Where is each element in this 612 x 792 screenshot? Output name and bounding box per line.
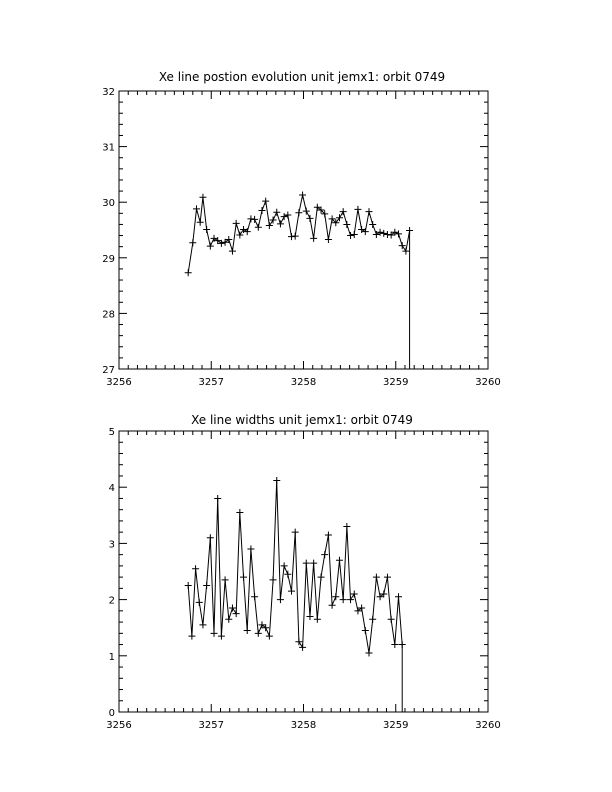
- data-point-marker: [310, 235, 317, 242]
- data-point-marker: [207, 243, 214, 250]
- y-tick-label: 31: [102, 142, 115, 154]
- data-point-marker: [292, 233, 299, 240]
- data-point-marker: [222, 576, 229, 583]
- data-point-marker: [295, 638, 302, 645]
- data-point-marker: [306, 613, 313, 620]
- data-point-marker: [229, 248, 236, 255]
- data-point-marker: [203, 582, 210, 589]
- data-point-marker: [281, 213, 288, 220]
- data-point-marker: [266, 222, 273, 229]
- data-point-marker: [299, 191, 306, 198]
- data-point-marker: [251, 593, 258, 600]
- chart-title: Xe line postion evolution unit jemx1: orbit 0749: [158, 70, 446, 84]
- x-tick-label: 3260: [475, 720, 501, 731]
- data-point-marker: [332, 593, 339, 600]
- data-point-marker: [192, 565, 199, 572]
- data-point-marker: [270, 216, 277, 223]
- data-point-marker: [262, 198, 269, 205]
- x-tick-label: 3258: [290, 377, 317, 388]
- data-point-marker: [351, 590, 358, 597]
- y-tick-label: 32: [102, 87, 115, 98]
- y-tick-label: 30: [102, 198, 115, 210]
- data-point-marker: [314, 616, 321, 623]
- data-point-marker: [380, 230, 387, 237]
- data-point-marker: [236, 509, 243, 516]
- y-tick-label: 4: [108, 483, 115, 495]
- data-point-marker: [273, 477, 280, 484]
- data-point-marker: [369, 221, 376, 228]
- data-point-marker: [207, 534, 214, 541]
- data-point-marker: [354, 206, 361, 213]
- data-point-marker: [295, 209, 302, 216]
- y-tick-label: 1: [108, 651, 115, 663]
- data-point-marker: [233, 220, 240, 227]
- data-point-marker: [336, 557, 343, 564]
- data-point-marker: [336, 214, 343, 221]
- x-tick-label: 3257: [198, 720, 224, 731]
- data-point-marker: [306, 215, 313, 222]
- x-tick-label: 3258: [290, 720, 317, 731]
- data-point-marker: [321, 551, 328, 558]
- data-point-marker: [211, 630, 218, 637]
- data-point-marker: [251, 216, 258, 223]
- position-evolution-chart: [102, 70, 500, 388]
- data-point-marker: [340, 208, 347, 215]
- y-tick-label: 0: [108, 708, 115, 719]
- data-point-marker: [236, 232, 243, 239]
- data-point-marker: [340, 596, 347, 603]
- data-point-marker: [196, 599, 203, 606]
- y-tick-label: 5: [108, 427, 115, 438]
- data-point-marker: [310, 560, 317, 567]
- data-point-marker: [229, 605, 236, 612]
- data-point-marker: [292, 529, 299, 536]
- data-point-marker: [362, 627, 369, 634]
- data-point-marker: [214, 495, 221, 502]
- data-point-marker: [325, 531, 332, 538]
- data-point-marker: [247, 215, 254, 222]
- data-point-marker: [270, 576, 277, 583]
- data-point-marker: [365, 208, 372, 215]
- data-point-marker: [399, 242, 406, 249]
- series-line: [188, 481, 402, 654]
- y-tick-label: 3: [108, 539, 115, 551]
- data-point-marker: [244, 627, 251, 634]
- data-point-marker: [384, 231, 391, 238]
- data-point-marker: [391, 641, 398, 648]
- data-point-marker: [199, 621, 206, 628]
- data-point-marker: [266, 633, 273, 640]
- data-point-marker: [240, 574, 247, 581]
- data-point-marker: [347, 596, 354, 603]
- data-point-marker: [193, 205, 200, 212]
- data-point-marker: [277, 596, 284, 603]
- data-point-marker: [388, 616, 395, 623]
- data-point-marker: [247, 546, 254, 553]
- data-point-marker: [185, 582, 192, 589]
- x-tick-label: 3260: [475, 377, 501, 388]
- data-point-marker: [188, 633, 195, 640]
- data-point-marker: [373, 574, 380, 581]
- data-point-marker: [402, 248, 409, 255]
- x-tick-label: 3256: [106, 720, 132, 731]
- data-point-marker: [218, 633, 225, 640]
- data-point-marker: [318, 574, 325, 581]
- data-point-marker: [258, 207, 265, 214]
- data-point-marker: [329, 602, 336, 609]
- data-point-marker: [199, 194, 206, 201]
- data-point-marker: [233, 610, 240, 617]
- data-point-marker: [185, 269, 192, 276]
- plot-frame: [119, 91, 488, 369]
- data-point-marker: [343, 221, 350, 228]
- plot-frame: [119, 431, 488, 712]
- data-point-marker: [255, 630, 262, 637]
- data-point-marker: [369, 616, 376, 623]
- data-point-marker: [299, 644, 306, 651]
- data-point-marker: [303, 208, 310, 215]
- line-widths-chart: [106, 413, 500, 731]
- data-point-marker: [203, 226, 210, 233]
- chart-title: Xe line widths unit jemx1: orbit 0749: [191, 413, 413, 427]
- data-point-marker: [343, 523, 350, 530]
- data-point-marker: [395, 593, 402, 600]
- y-tick-label: 2: [108, 595, 115, 607]
- data-point-marker: [395, 230, 402, 237]
- x-tick-label: 3257: [198, 377, 224, 388]
- data-point-marker: [303, 560, 310, 567]
- data-point-marker: [197, 219, 204, 226]
- data-point-marker: [347, 232, 354, 239]
- data-point-marker: [351, 231, 358, 238]
- data-point-marker: [273, 209, 280, 216]
- data-point-marker: [225, 616, 232, 623]
- data-point-marker: [325, 236, 332, 243]
- data-point-marker: [284, 211, 291, 218]
- x-tick-label: 3259: [383, 720, 409, 731]
- data-point-marker: [255, 224, 262, 231]
- data-point-marker: [384, 574, 391, 581]
- data-point-marker: [406, 227, 413, 234]
- data-point-marker: [365, 649, 372, 656]
- data-point-marker: [399, 641, 406, 648]
- x-tick-label: 3259: [383, 377, 409, 388]
- y-tick-label: 28: [102, 309, 115, 321]
- x-tick-label: 3256: [106, 377, 132, 388]
- data-point-marker: [288, 588, 295, 595]
- data-point-marker: [288, 233, 295, 240]
- data-point-marker: [284, 571, 291, 578]
- y-tick-label: 27: [102, 365, 115, 376]
- data-point-marker: [277, 220, 284, 227]
- data-point-marker: [189, 239, 196, 246]
- data-point-marker: [281, 562, 288, 569]
- y-tick-label: 29: [102, 253, 115, 265]
